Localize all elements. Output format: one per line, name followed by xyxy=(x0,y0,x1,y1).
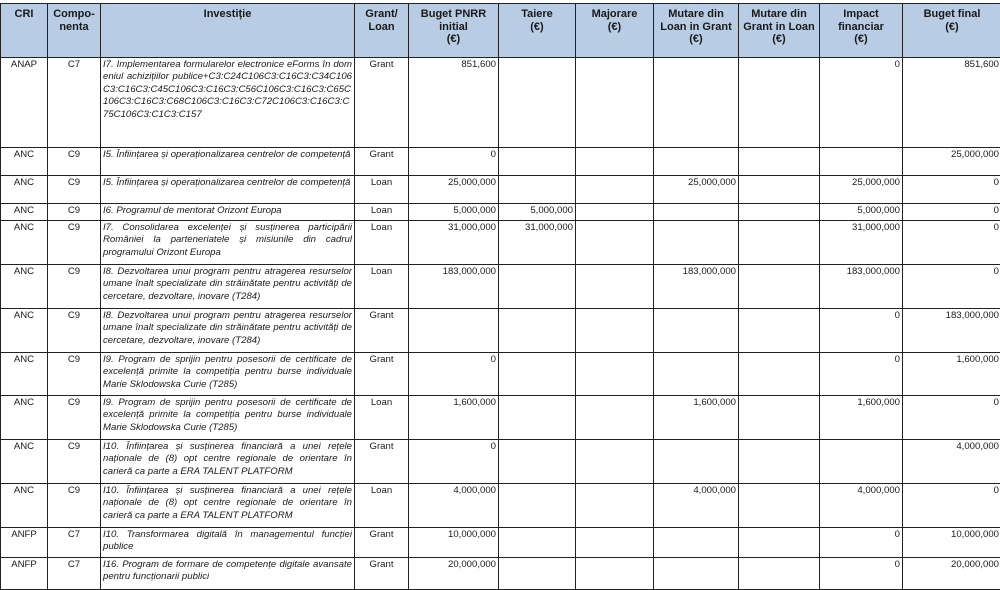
cell-impact xyxy=(820,148,903,176)
cell-mutare-grant-loan xyxy=(739,353,820,396)
cell-componenta: C9 xyxy=(48,396,101,440)
table-row xyxy=(1,148,1000,176)
cell-taiere xyxy=(499,558,576,590)
table-row xyxy=(1,204,1000,221)
cell-impact: 31,000,000 xyxy=(820,221,903,265)
table-header xyxy=(1,4,1000,58)
cell-componenta: C7 xyxy=(48,558,101,590)
cell-impact: 1,600,000 xyxy=(820,396,903,440)
cell-taiere: 31,000,000 xyxy=(499,221,576,265)
cell-mutare-loan-grant xyxy=(654,440,739,484)
cell-buget-final: 0 xyxy=(903,221,1000,265)
table-row xyxy=(1,176,1000,204)
cell-taiere xyxy=(499,528,576,558)
cell-mutare-loan-grant xyxy=(654,204,739,221)
cell-majorare xyxy=(576,440,654,484)
header-mutare-loan-grant: Mutare din Loan in Grant (€) xyxy=(654,4,739,58)
cell-grant-loan: Grant xyxy=(355,528,409,558)
cell-investitie: I5. Înființarea și operaționalizarea centrelor de competență xyxy=(101,176,355,204)
cell-grant-loan: Loan xyxy=(355,221,409,265)
cell-majorare xyxy=(576,396,654,440)
budget-table xyxy=(0,3,1000,590)
cell-buget-final: 0 xyxy=(903,204,1000,221)
header-cri: CRI xyxy=(1,4,48,58)
cell-mutare-grant-loan xyxy=(739,440,820,484)
cell-impact: 5,000,000 xyxy=(820,204,903,221)
header-buget-initial: Buget PNRR initial (€) xyxy=(409,4,499,58)
cell-investitie: I6. Programul de mentorat Orizont Europa xyxy=(101,204,355,221)
cell-buget-initial: 25,000,000 xyxy=(409,176,499,204)
cell-grant-loan: Loan xyxy=(355,396,409,440)
cell-buget-initial: 1,600,000 xyxy=(409,396,499,440)
cell-componenta: C9 xyxy=(48,265,101,309)
cell-mutare-loan-grant: 183,000,000 xyxy=(654,265,739,309)
cell-cri: ANC xyxy=(1,204,48,221)
cell-buget-initial: 183,000,000 xyxy=(409,265,499,309)
cell-taiere xyxy=(499,353,576,396)
cell-buget-final: 1,600,000 xyxy=(903,353,1000,396)
cell-investitie: I8. Dezvoltarea unui program pentru atragerea resurselor umane înalt specializate din străinătate pentru activități de cercetare, dezvoltare, inovare (T284) xyxy=(101,265,355,309)
table-row xyxy=(1,440,1000,484)
cell-componenta: C9 xyxy=(48,204,101,221)
cell-taiere: 5,000,000 xyxy=(499,204,576,221)
cell-componenta: C7 xyxy=(48,58,101,148)
cell-buget-initial: 4,000,000 xyxy=(409,484,499,528)
cell-buget-final: 20,000,000 xyxy=(903,558,1000,590)
cell-investitie: I7. Consolidarea excelenței și susținerea participării României la parteneriatele și misiunile din cadrul programului Orizont Europa xyxy=(101,221,355,265)
cell-cri: ANFP xyxy=(1,558,48,590)
cell-grant-loan: Grant xyxy=(355,148,409,176)
cell-grant-loan: Grant xyxy=(355,58,409,148)
cell-grant-loan: Loan xyxy=(355,484,409,528)
cell-investitie: I8. Dezvoltarea unui program pentru atragerea resurselor umane înalt specializate din străinătate pentru activități de cercetare, dezvoltare, inovare (T284) xyxy=(101,309,355,353)
cell-cri: ANC xyxy=(1,265,48,309)
cell-componenta: C9 xyxy=(48,440,101,484)
header-grant-loan: Grant/ Loan xyxy=(355,4,409,58)
cell-grant-loan: Loan xyxy=(355,265,409,309)
cell-impact xyxy=(820,440,903,484)
table-row xyxy=(1,309,1000,353)
cell-buget-initial: 31,000,000 xyxy=(409,221,499,265)
cell-componenta: C9 xyxy=(48,176,101,204)
header-impact: Impact financiar (€) xyxy=(820,4,903,58)
cell-mutare-loan-grant xyxy=(654,558,739,590)
cell-impact: 25,000,000 xyxy=(820,176,903,204)
cell-mutare-loan-grant: 1,600,000 xyxy=(654,396,739,440)
cell-mutare-grant-loan xyxy=(739,484,820,528)
cell-buget-initial: 0 xyxy=(409,148,499,176)
cell-mutare-grant-loan xyxy=(739,148,820,176)
cell-cri: ANFP xyxy=(1,528,48,558)
cell-cri: ANC xyxy=(1,396,48,440)
cell-impact: 0 xyxy=(820,309,903,353)
cell-buget-final: 4,000,000 xyxy=(903,440,1000,484)
cell-taiere xyxy=(499,484,576,528)
cell-taiere xyxy=(499,148,576,176)
cell-taiere xyxy=(499,265,576,309)
cell-mutare-loan-grant xyxy=(654,221,739,265)
cell-impact: 0 xyxy=(820,528,903,558)
cell-investitie: I10. Transformarea digitală în managementul funcției publice xyxy=(101,528,355,558)
cell-taiere xyxy=(499,176,576,204)
header-mutare-grant-loan: Mutare din Grant in Loan (€) xyxy=(739,4,820,58)
cell-majorare xyxy=(576,353,654,396)
header-row xyxy=(1,4,1000,58)
cell-buget-initial: 0 xyxy=(409,353,499,396)
cell-majorare xyxy=(576,148,654,176)
cell-cri: ANAP xyxy=(1,58,48,148)
table-row xyxy=(1,484,1000,528)
cell-mutare-loan-grant: 4,000,000 xyxy=(654,484,739,528)
cell-impact: 0 xyxy=(820,353,903,396)
cell-investitie: I16. Program de formare de competențe digitale avansate pentru funcționarii publici xyxy=(101,558,355,590)
cell-grant-loan: Grant xyxy=(355,309,409,353)
header-majorare: Majorare (€) xyxy=(576,4,654,58)
table-row xyxy=(1,528,1000,558)
cell-majorare xyxy=(576,309,654,353)
cell-majorare xyxy=(576,204,654,221)
header-taiere: Taiere (€) xyxy=(499,4,576,58)
cell-investitie: I9. Program de sprijin pentru posesorii de certificate de excelență primite la competiția pentru burse individuale Marie Sklodowska Curie (T285) xyxy=(101,353,355,396)
cell-componenta: C9 xyxy=(48,353,101,396)
cell-mutare-loan-grant: 25,000,000 xyxy=(654,176,739,204)
cell-mutare-grant-loan xyxy=(739,396,820,440)
header-buget-final: Buget final (€) xyxy=(903,4,1000,58)
cell-mutare-loan-grant xyxy=(654,148,739,176)
cell-majorare xyxy=(576,58,654,148)
cell-buget-initial: 0 xyxy=(409,440,499,484)
cell-cri: ANC xyxy=(1,353,48,396)
cell-mutare-grant-loan xyxy=(739,221,820,265)
cell-buget-initial xyxy=(409,309,499,353)
cell-cri: ANC xyxy=(1,309,48,353)
cell-cri: ANC xyxy=(1,221,48,265)
cell-majorare xyxy=(576,221,654,265)
cell-investitie: I9. Program de sprijin pentru posesorii de certificate de excelență primite la competiția pentru burse individuale Marie Sklodowska Curie (T285) xyxy=(101,396,355,440)
cell-mutare-loan-grant xyxy=(654,353,739,396)
cell-mutare-loan-grant xyxy=(654,528,739,558)
cell-buget-final: 25,000,000 xyxy=(903,148,1000,176)
table-row xyxy=(1,265,1000,309)
cell-majorare xyxy=(576,484,654,528)
cell-majorare xyxy=(576,528,654,558)
table-row xyxy=(1,558,1000,590)
cell-mutare-loan-grant xyxy=(654,309,739,353)
cell-majorare xyxy=(576,265,654,309)
cell-majorare xyxy=(576,176,654,204)
cell-buget-final: 10,000,000 xyxy=(903,528,1000,558)
table-row xyxy=(1,396,1000,440)
cell-taiere xyxy=(499,396,576,440)
table-row xyxy=(1,58,1000,148)
cell-componenta: C9 xyxy=(48,148,101,176)
cell-buget-final: 0 xyxy=(903,265,1000,309)
cell-componenta: C9 xyxy=(48,309,101,353)
cell-buget-final: 0 xyxy=(903,396,1000,440)
cell-cri: ANC xyxy=(1,440,48,484)
cell-buget-initial: 20,000,000 xyxy=(409,558,499,590)
cell-mutare-grant-loan xyxy=(739,58,820,148)
cell-buget-final: 183,000,000 xyxy=(903,309,1000,353)
cell-investitie: I10. Înființarea și susținerea financiară a unei rețele naționale de (8) opt centre regionale de orientare în carieră ca parte a ERA TALENT PLATFORM xyxy=(101,484,355,528)
cell-componenta: C7 xyxy=(48,528,101,558)
cell-buget-final: 851,600 xyxy=(903,58,1000,148)
cell-buget-final: 0 xyxy=(903,484,1000,528)
cell-taiere xyxy=(499,309,576,353)
cell-grant-loan: Grant xyxy=(355,440,409,484)
cell-impact: 183,000,000 xyxy=(820,265,903,309)
cell-investitie: I10. Înființarea și susținerea financiară a unei rețele naționale de (8) opt centre regionale de orientare în carieră ca parte a ERA TALENT PLATFORM xyxy=(101,440,355,484)
cell-buget-initial: 851,600 xyxy=(409,58,499,148)
table-row xyxy=(1,221,1000,265)
cell-mutare-grant-loan xyxy=(739,176,820,204)
cell-mutare-grant-loan xyxy=(739,265,820,309)
cell-majorare xyxy=(576,558,654,590)
cell-grant-loan: Grant xyxy=(355,353,409,396)
table-row xyxy=(1,353,1000,396)
cell-buget-initial: 5,000,000 xyxy=(409,204,499,221)
cell-mutare-grant-loan xyxy=(739,309,820,353)
cell-investitie: I5. Înființarea și operaționalizarea centrelor de competență xyxy=(101,148,355,176)
cell-cri: ANC xyxy=(1,484,48,528)
cell-mutare-grant-loan xyxy=(739,204,820,221)
cell-taiere xyxy=(499,440,576,484)
cell-impact: 0 xyxy=(820,558,903,590)
cell-impact: 0 xyxy=(820,58,903,148)
header-componenta: Compo- nenta xyxy=(48,4,101,58)
cell-grant-loan: Loan xyxy=(355,176,409,204)
cell-impact: 4,000,000 xyxy=(820,484,903,528)
header-investitie: Investiție xyxy=(101,4,355,58)
cell-componenta: C9 xyxy=(48,484,101,528)
cell-mutare-loan-grant xyxy=(654,58,739,148)
cell-cri: ANC xyxy=(1,176,48,204)
cell-grant-loan: Loan xyxy=(355,204,409,221)
table-body xyxy=(1,58,1000,590)
cell-cri: ANC xyxy=(1,148,48,176)
cell-grant-loan: Grant xyxy=(355,558,409,590)
cell-buget-final: 0 xyxy=(903,176,1000,204)
cell-taiere xyxy=(499,58,576,148)
cell-investitie: I7. Implementarea formularelor electronice eForms în domeniul achizițiilor publice+C3:C24C106C3:C16C3:C34C106C3:C16C3:C45C106C3:C16C3:C56C106C3:C16C3:C65C106C3:C16C3:C68C106C3:C16C3:C72C106C3:C16C3:C75C106C3:C1C3:C157 xyxy=(101,58,355,148)
cell-buget-initial: 10,000,000 xyxy=(409,528,499,558)
cell-mutare-grant-loan xyxy=(739,528,820,558)
cell-componenta: C9 xyxy=(48,221,101,265)
cell-mutare-grant-loan xyxy=(739,558,820,590)
